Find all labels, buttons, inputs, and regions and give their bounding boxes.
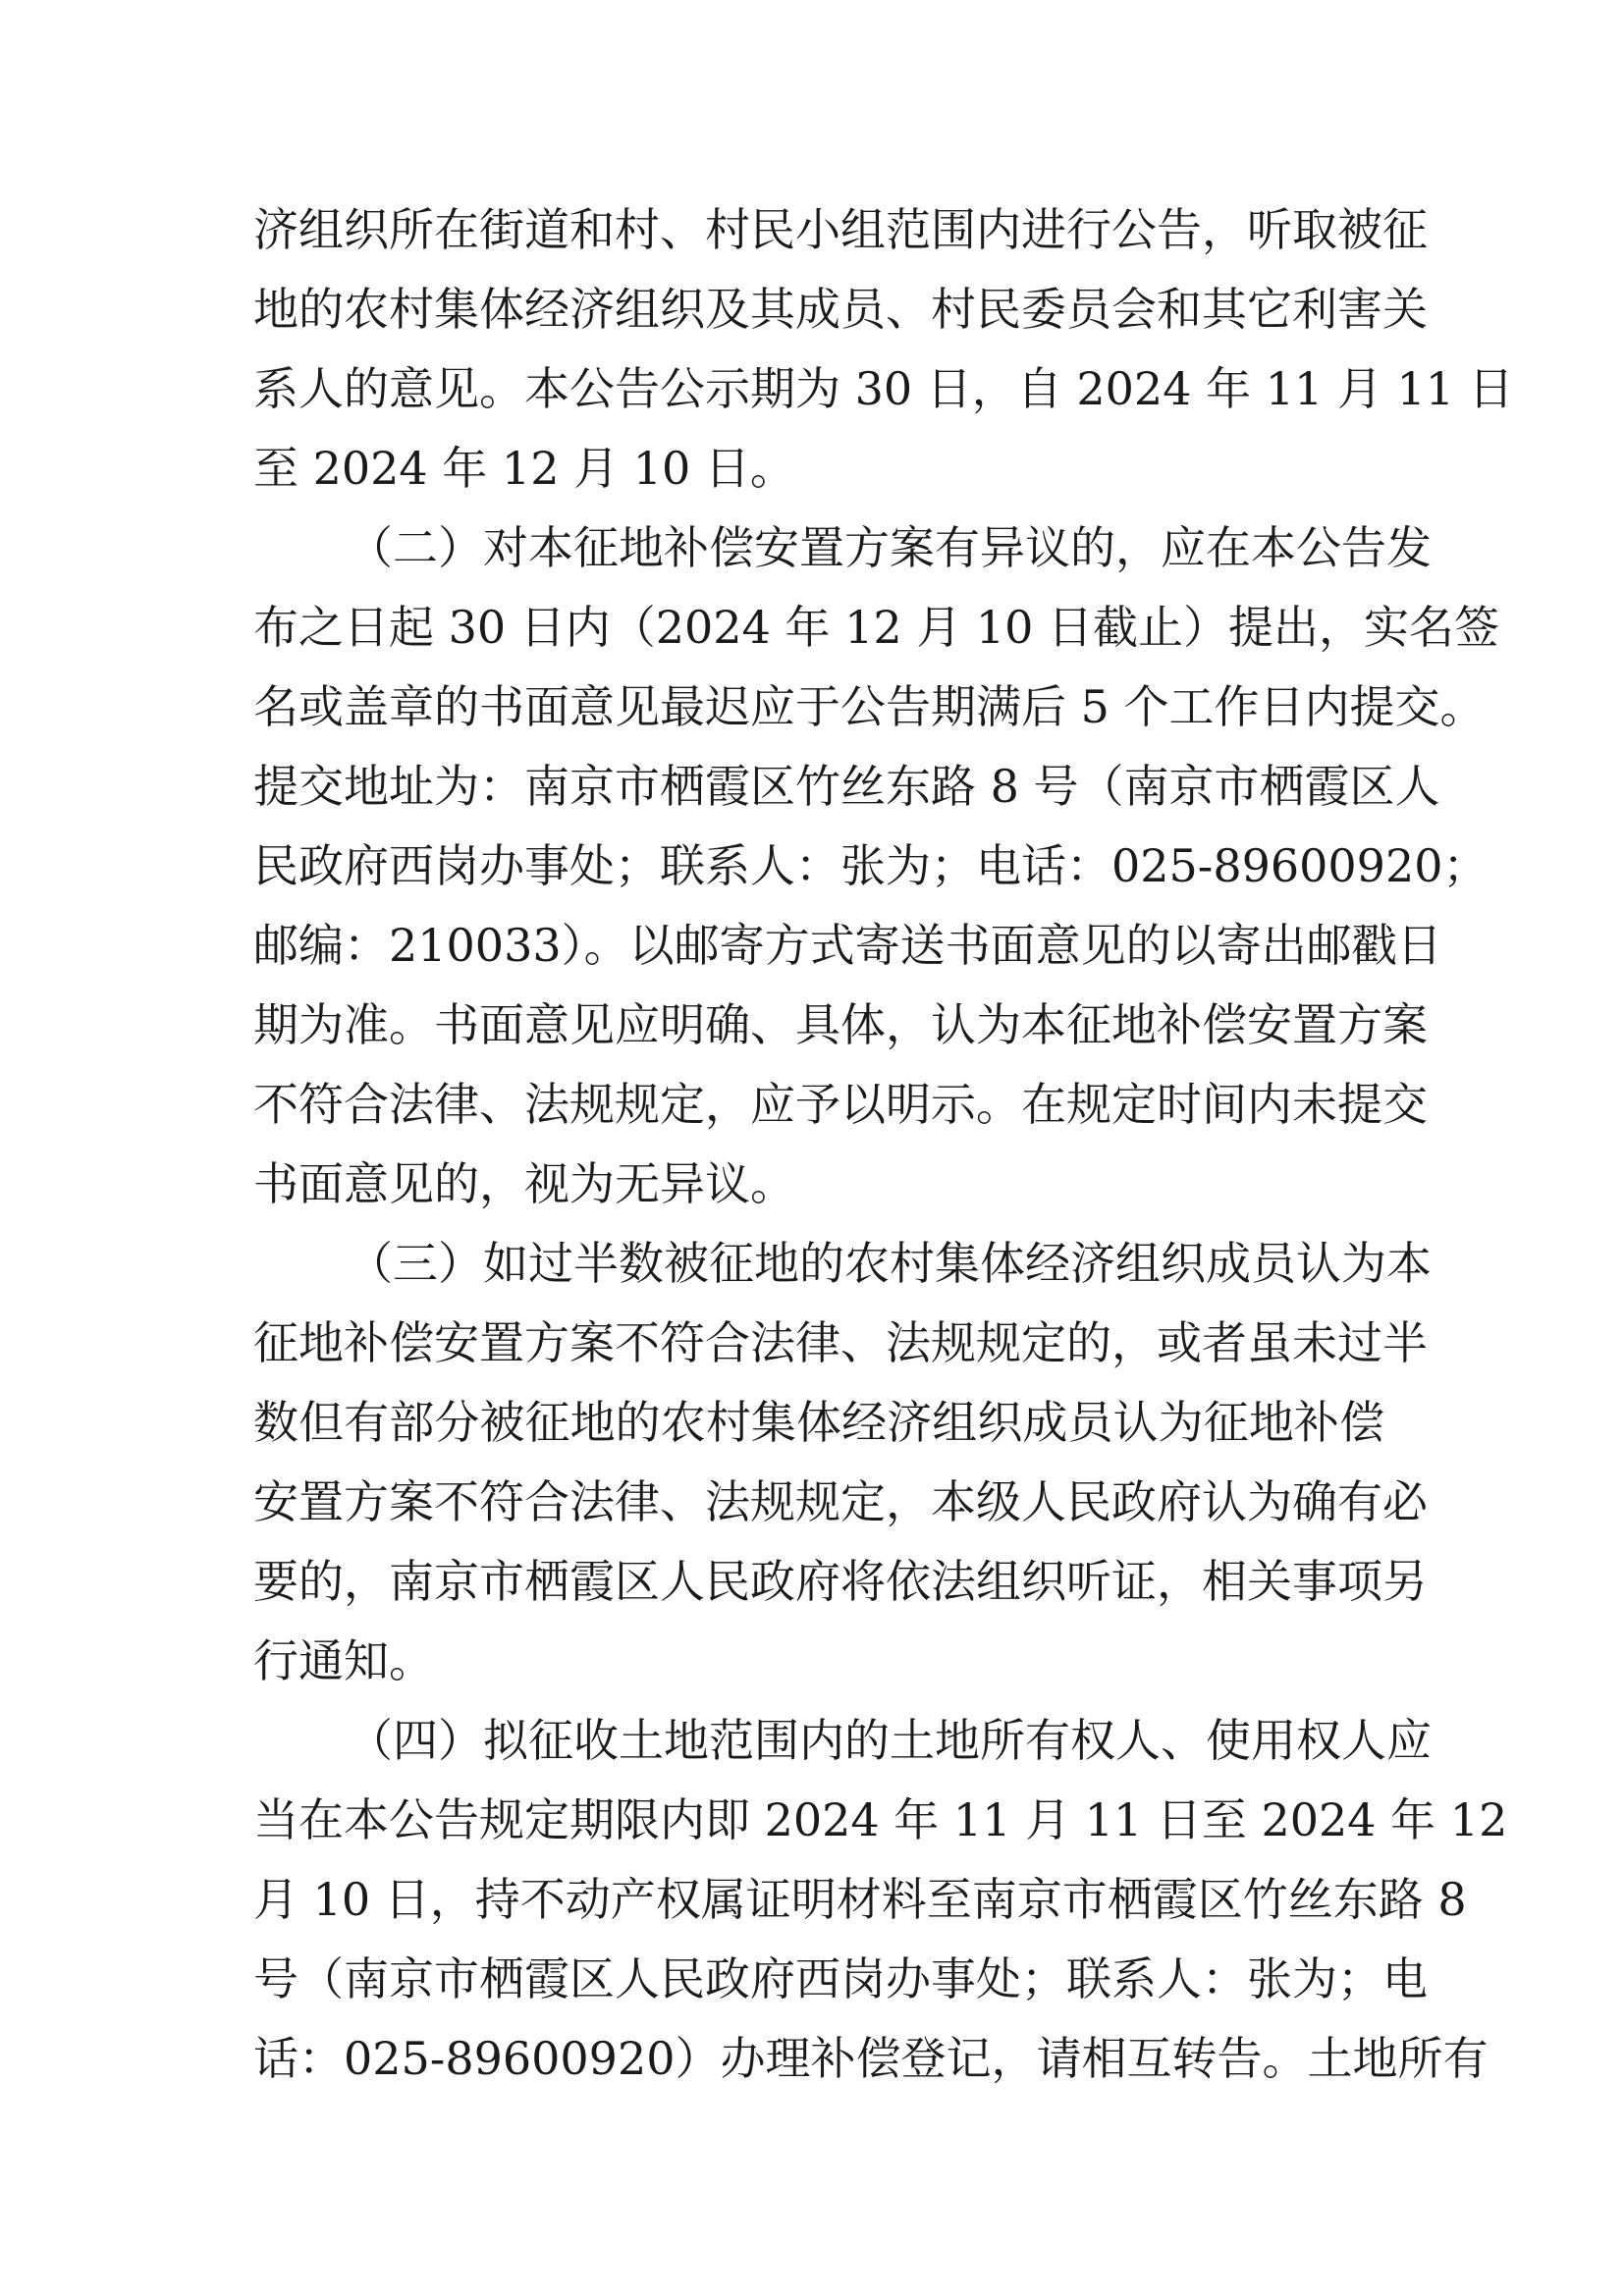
text-line: 期为准。书面意见应明确、具体，认为本征地补偿安置方案 (253, 998, 1428, 1051)
text-line: 地的农村集体经济组织及其成员、村民委员会和其它利害关 (253, 283, 1428, 336)
text-line: （三）如过半数被征地的农村集体经济组织成员认为本 (348, 1237, 1432, 1290)
text-line: 名或盖章的书面意见最迟应于公告期满后 5 个工作日内提交。 (253, 680, 1486, 733)
text-line: 号（南京市栖霞区人民政府西岗办事处；联系人：张为；电 (253, 1952, 1428, 2005)
text-line: 民政府西岗办事处；联系人：张为；电话：025-89600920； (253, 839, 1489, 892)
text-line: 邮编：210033）。以邮寄方式寄送书面意见的以寄出邮戳日 (253, 919, 1442, 972)
text-line: 话：025-89600920）办理补偿登记，请相互转告。土地所有 (253, 2032, 1489, 2085)
text-line: 数但有部分被征地的农村集体经济组织成员认为征地补偿 (253, 1396, 1384, 1449)
text-line: 当在本公告规定期限内即 2024 年 11 月 11 日至 2024 年 12 (253, 1793, 1508, 1846)
text-line: 要的，南京市栖霞区人民政府将依法组织听证，相关事项另 (253, 1555, 1428, 1608)
text-line: 书面意见的，视为无异议。 (253, 1157, 795, 1210)
paragraph-3 (253, 1224, 1432, 1701)
text-line: 提交地址为：南京市栖霞区竹丝东路 8 号（南京市栖霞区人 (253, 760, 1440, 813)
text-line: 月 10 日，持不动产权属证明材料至南京市栖霞区竹丝东路 8 (253, 1873, 1467, 1926)
text-line: 行通知。 (253, 1634, 434, 1687)
text-line: 不符合法律、法规规定，应予以明示。在规定时间内未提交 (253, 1078, 1428, 1131)
paragraph-2 (253, 508, 1500, 1224)
paragraph-4 (253, 1701, 1508, 2099)
text-line: （四）拟征收土地范围内的土地所有权人、使用权人应 (348, 1714, 1432, 1767)
paragraph-1 (253, 190, 1514, 508)
text-line: 安置方案不符合法律、法规规定，本级人民政府认为确有必 (253, 1475, 1428, 1528)
text-line: 系人的意见。本公告公示期为 30 日，自 2024 年 11 月 11 日 (253, 362, 1514, 415)
text-line: 布之日起 30 日内（2024 年 12 月 10 日截止）提出，实名签 (253, 601, 1500, 654)
text-line: 征地补偿安置方案不符合法律、法规规定的，或者虽未过半 (253, 1316, 1428, 1369)
text-line: （二）对本征地补偿安置方案有异议的，应在本公告发 (348, 521, 1432, 574)
text-line: 至 2024 年 12 月 10 日。 (253, 442, 795, 495)
text-line: 济组织所在街道和村、村民小组范围内进行公告，听取被征 (253, 203, 1428, 256)
